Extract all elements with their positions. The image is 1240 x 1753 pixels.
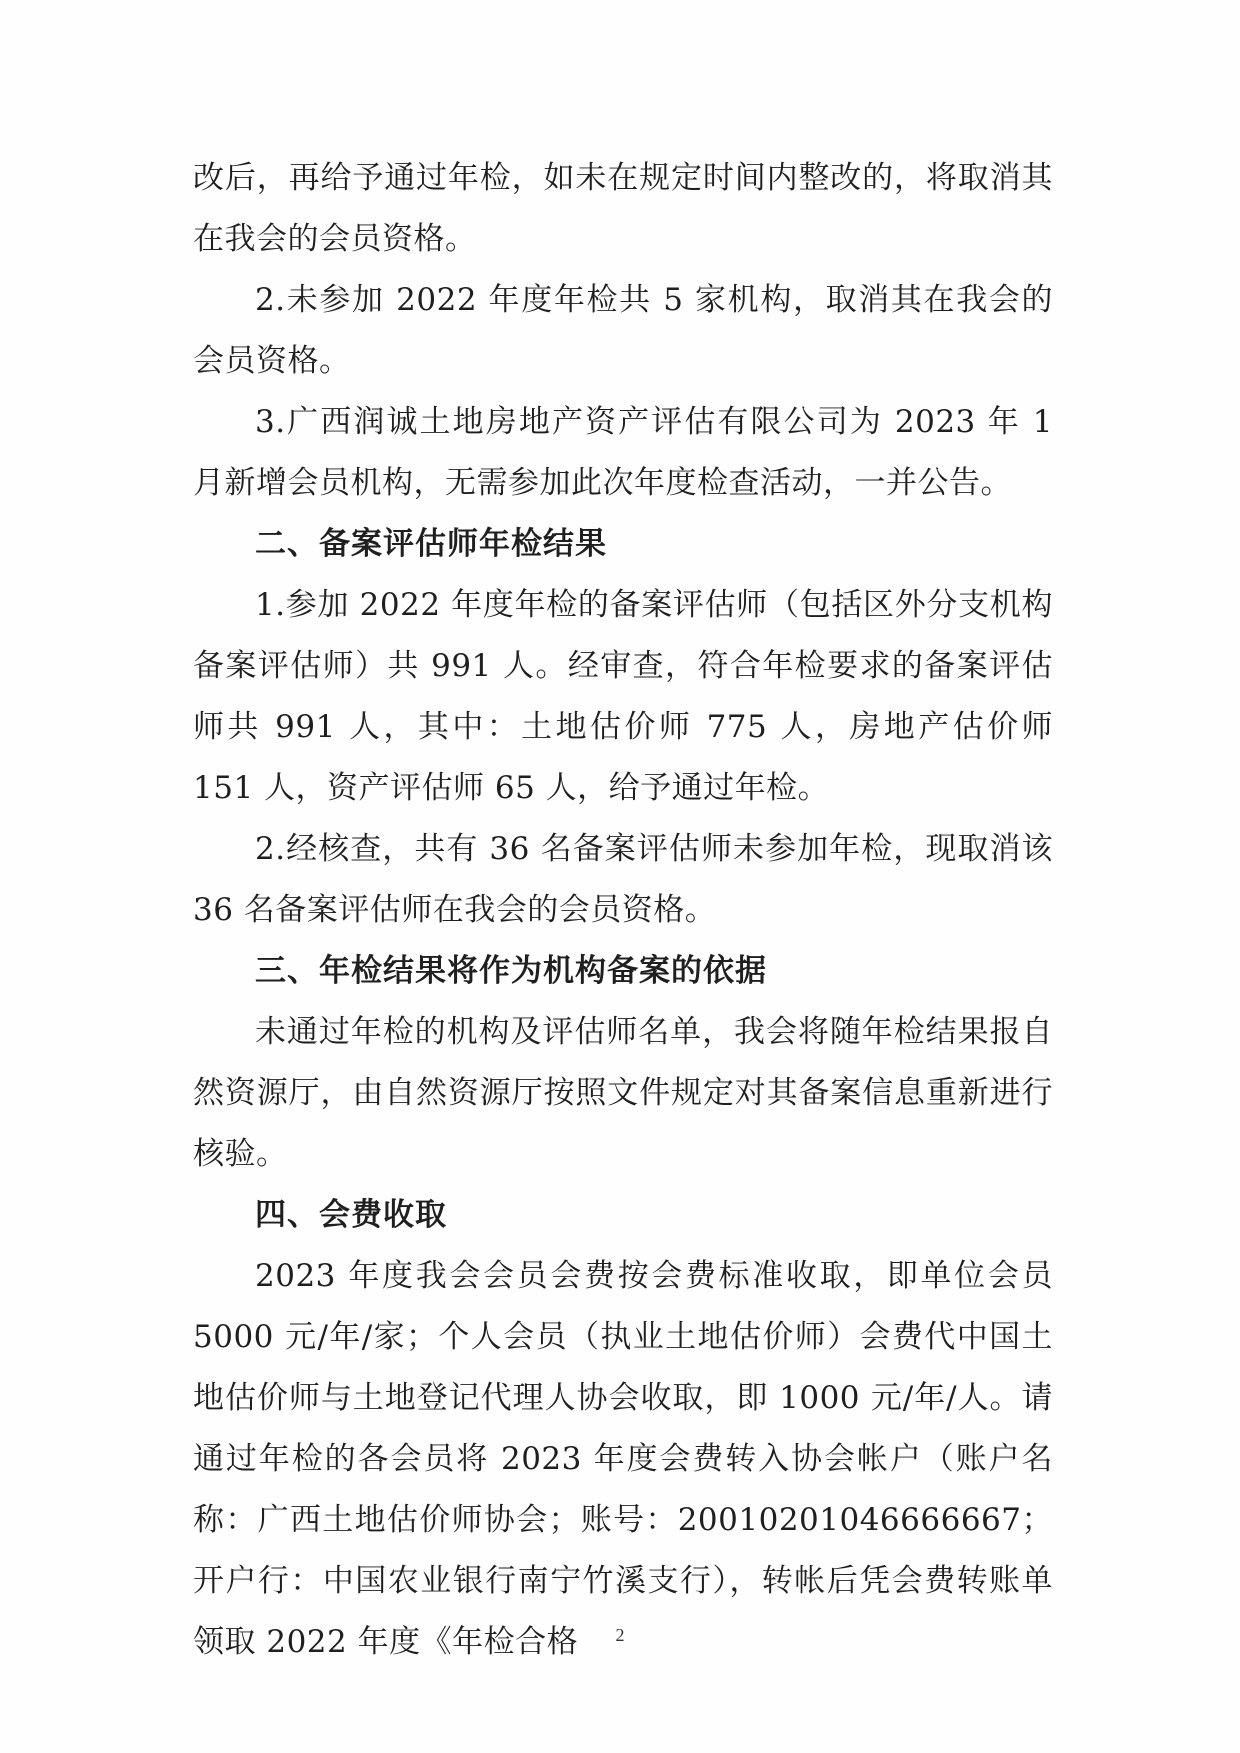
paragraph-item-2-unparticipated-agencies: 2.未参加 2022 年度年检共 5 家机构，取消其在我会的会员资格。 xyxy=(193,282,1053,379)
paragraph-appraiser-item-1: 1.参加 2022 年度年检的备案评估师（包括区外分支机构备案评估师）共 991 人。经审查，符合年检要求的备案评估师共 991 人，其中：土地估价师 775 人，房地产估价师 151 人，资产评估师 65 人，给予通过年检。 xyxy=(193,587,1053,806)
paragraph-appraiser-item-2: 2.经核查，共有 36 名备案评估师未参加年检，现取消该 36 名备案评估师在我会的会员资格。 xyxy=(193,831,1053,928)
paragraph-membership-fees: 2023 年度我会会员会费按会费标准收取，即单位会员 5000 元/年/家；个人会员（执业土地估价师）会费代中国土地估价师与土地登记代理人协会收取，即 1000 元/年/人。请通过年检的各会员将 2023 年度会费转入协会帐户（账户名称：广西土地估价师协会；账号：20010201046666667；开户行：中国农业银行南宁竹溪支行），转帐后凭会费转账单领取 2022 年度《年检合格 xyxy=(193,1258,1053,1660)
document-body xyxy=(193,148,1053,1673)
paragraph-continuation: 改后，再给予通过年检，如未在规定时间内整改的，将取消其在我会的会员资格。 xyxy=(193,160,1053,257)
section-heading-appraiser-results: 二、备案评估师年检结果 xyxy=(255,526,607,562)
paragraph-filing-basis: 未通过年检的机构及评估师名单，我会将随年检结果报自然资源厅，由自然资源厅按照文件规定对其备案信息重新进行核验。 xyxy=(193,1014,1053,1172)
page-number: 2 xyxy=(615,1625,625,1645)
paragraph-item-3-new-member: 3.广西润诚土地房地产资产评估有限公司为 2023 年 1 月新增会员机构，无需参加此次年度检查活动，一并公告。 xyxy=(193,404,1053,501)
section-heading-filing-basis: 三、年检结果将作为机构备案的依据 xyxy=(255,953,767,989)
section-heading-membership-fees: 四、会费收取 xyxy=(255,1197,447,1233)
